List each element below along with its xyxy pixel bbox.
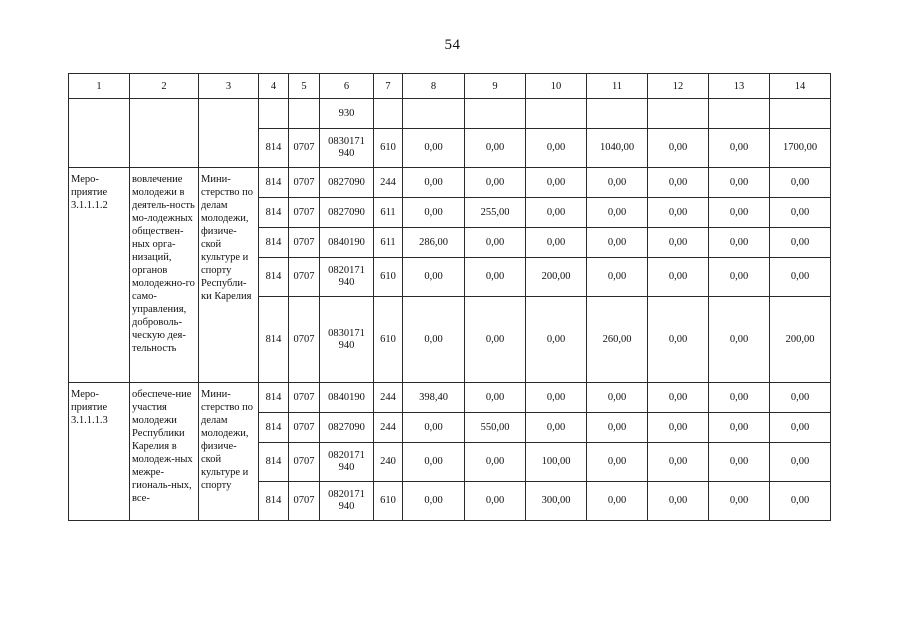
table-cell: 0820171 940 bbox=[320, 258, 374, 297]
table-cell: 0840190 bbox=[320, 383, 374, 413]
table-cell: 0,00 bbox=[648, 228, 709, 258]
table-cell bbox=[259, 99, 289, 129]
table-cell: 240 bbox=[374, 443, 403, 482]
table-cell: 0,00 bbox=[403, 482, 465, 521]
executor-label: Мини-стерство по делам молодежи, физиче-ской культуре и спорту Республи-ки Карелия bbox=[199, 168, 259, 383]
table-cell bbox=[709, 99, 770, 129]
table-cell: 0827090 bbox=[320, 413, 374, 443]
table-cell bbox=[465, 99, 526, 129]
table-cell: 0707 bbox=[289, 413, 320, 443]
table-cell: 0,00 bbox=[648, 297, 709, 383]
table-cell: 0820171 940 bbox=[320, 443, 374, 482]
table-cell: 0,00 bbox=[648, 258, 709, 297]
table-cell: 0,00 bbox=[403, 198, 465, 228]
table-cell bbox=[199, 99, 259, 168]
table-cell bbox=[526, 99, 587, 129]
table-cell: 0,00 bbox=[709, 482, 770, 521]
table-cell: 814 bbox=[259, 383, 289, 413]
table-cell: 0,00 bbox=[709, 228, 770, 258]
column-header: 13 bbox=[709, 74, 770, 99]
column-header: 3 bbox=[199, 74, 259, 99]
table-cell: 200,00 bbox=[770, 297, 831, 383]
table-cell: 0,00 bbox=[587, 198, 648, 228]
table-cell: 0,00 bbox=[587, 443, 648, 482]
table-cell: 0,00 bbox=[770, 198, 831, 228]
table-cell bbox=[69, 99, 130, 168]
table-cell: 0,00 bbox=[465, 168, 526, 198]
table-cell: 610 bbox=[374, 258, 403, 297]
table-cell: 0,00 bbox=[465, 129, 526, 168]
table-cell: 0,00 bbox=[526, 297, 587, 383]
table-cell: 0827090 bbox=[320, 198, 374, 228]
table-cell: 0,00 bbox=[526, 168, 587, 198]
table-cell: 0,00 bbox=[465, 482, 526, 521]
table-cell: 0,00 bbox=[770, 168, 831, 198]
table-cell: 0,00 bbox=[526, 228, 587, 258]
table-cell: 0,00 bbox=[465, 228, 526, 258]
event-description: вовлечение молодежи в деятель-ность мо-лодежных обществен-ных орга-низаций, органов молодежно-го само-управления, доброволь-ческую дея-тельность bbox=[130, 168, 199, 383]
table-row bbox=[69, 168, 831, 198]
event-label: Меро-приятие 3.1.1.1.3 bbox=[69, 383, 130, 521]
column-header: 4 bbox=[259, 74, 289, 99]
table-cell: 0,00 bbox=[709, 198, 770, 228]
table-cell: 0840190 bbox=[320, 228, 374, 258]
table-cell: 0,00 bbox=[526, 413, 587, 443]
column-header: 9 bbox=[465, 74, 526, 99]
table-cell: 610 bbox=[374, 129, 403, 168]
table-cell: 0,00 bbox=[770, 443, 831, 482]
table-cell: 0,00 bbox=[648, 168, 709, 198]
table-cell: 0,00 bbox=[403, 168, 465, 198]
table-cell: 814 bbox=[259, 258, 289, 297]
column-header: 12 bbox=[648, 74, 709, 99]
table-cell: 0,00 bbox=[587, 482, 648, 521]
table-cell: 0,00 bbox=[587, 228, 648, 258]
table-cell: 0707 bbox=[289, 443, 320, 482]
table-cell: 0,00 bbox=[587, 258, 648, 297]
table-cell: 0707 bbox=[289, 297, 320, 383]
table-cell: 0,00 bbox=[709, 413, 770, 443]
table-cell: 0707 bbox=[289, 258, 320, 297]
table-row bbox=[69, 383, 831, 413]
table-cell: 0827090 bbox=[320, 168, 374, 198]
table-row bbox=[69, 99, 831, 129]
table-cell bbox=[648, 99, 709, 129]
table-cell: 0,00 bbox=[526, 129, 587, 168]
table-cell: 814 bbox=[259, 198, 289, 228]
table-cell bbox=[770, 99, 831, 129]
table-body bbox=[69, 99, 831, 521]
table-cell: 0,00 bbox=[587, 383, 648, 413]
table-cell: 0707 bbox=[289, 198, 320, 228]
table-cell: 0,00 bbox=[648, 413, 709, 443]
header-row bbox=[69, 74, 831, 99]
table-cell: 0707 bbox=[289, 129, 320, 168]
column-header: 2 bbox=[130, 74, 199, 99]
table-cell: 814 bbox=[259, 129, 289, 168]
table-cell: 550,00 bbox=[465, 413, 526, 443]
table-cell: 0,00 bbox=[770, 413, 831, 443]
table-cell: 255,00 bbox=[465, 198, 526, 228]
table-cell: 0,00 bbox=[648, 443, 709, 482]
column-header: 8 bbox=[403, 74, 465, 99]
table-cell: 0,00 bbox=[709, 383, 770, 413]
table-cell: 0,00 bbox=[648, 482, 709, 521]
table-cell: 0,00 bbox=[709, 129, 770, 168]
table-cell: 0707 bbox=[289, 228, 320, 258]
table-cell: 814 bbox=[259, 413, 289, 443]
table-cell: 0,00 bbox=[587, 168, 648, 198]
column-header: 1 bbox=[69, 74, 130, 99]
table-cell: 0,00 bbox=[770, 383, 831, 413]
table-cell: 930 bbox=[320, 99, 374, 129]
table-cell: 814 bbox=[259, 228, 289, 258]
table-cell: 0,00 bbox=[709, 168, 770, 198]
table-cell: 814 bbox=[259, 443, 289, 482]
table-cell: 0830171 940 bbox=[320, 297, 374, 383]
table-cell: 0,00 bbox=[709, 297, 770, 383]
executor-label: Мини-стерство по делам молодежи, физиче-ской культуре и спорту bbox=[199, 383, 259, 521]
table-cell: 0820171 940 bbox=[320, 482, 374, 521]
table-cell: 0,00 bbox=[770, 258, 831, 297]
table-cell: 0830171 940 bbox=[320, 129, 374, 168]
table-cell: 200,00 bbox=[526, 258, 587, 297]
column-header: 5 bbox=[289, 74, 320, 99]
table-cell: 0,00 bbox=[403, 129, 465, 168]
table-cell: 0707 bbox=[289, 482, 320, 521]
table-cell: 0,00 bbox=[648, 383, 709, 413]
table-cell: 0,00 bbox=[465, 258, 526, 297]
table-cell: 610 bbox=[374, 482, 403, 521]
table-cell: 611 bbox=[374, 228, 403, 258]
table-cell: 0,00 bbox=[709, 443, 770, 482]
event-label: Меро-приятие 3.1.1.1.2 bbox=[69, 168, 130, 383]
table-cell bbox=[587, 99, 648, 129]
table-cell: 814 bbox=[259, 482, 289, 521]
table-cell: 0,00 bbox=[465, 383, 526, 413]
table-cell: 100,00 bbox=[526, 443, 587, 482]
table-cell: 610 bbox=[374, 297, 403, 383]
table-cell: 244 bbox=[374, 413, 403, 443]
table-cell: 244 bbox=[374, 168, 403, 198]
table-cell: 0,00 bbox=[648, 129, 709, 168]
page-number: 54 bbox=[444, 37, 461, 53]
table-cell: 0,00 bbox=[770, 228, 831, 258]
column-header: 7 bbox=[374, 74, 403, 99]
table-cell: 260,00 bbox=[587, 297, 648, 383]
column-header: 6 bbox=[320, 74, 374, 99]
table-cell: 0707 bbox=[289, 383, 320, 413]
table-cell: 0,00 bbox=[403, 258, 465, 297]
table-cell: 0,00 bbox=[526, 383, 587, 413]
table-cell: 1040,00 bbox=[587, 129, 648, 168]
table-cell: 398,40 bbox=[403, 383, 465, 413]
table-cell bbox=[289, 99, 320, 129]
table-cell: 0,00 bbox=[709, 258, 770, 297]
table-cell: 286,00 bbox=[403, 228, 465, 258]
table-cell bbox=[403, 99, 465, 129]
table-cell: 1700,00 bbox=[770, 129, 831, 168]
table-cell: 0,00 bbox=[648, 198, 709, 228]
table-cell: 0,00 bbox=[403, 413, 465, 443]
table-cell: 0,00 bbox=[465, 297, 526, 383]
table-cell: 0,00 bbox=[526, 198, 587, 228]
column-header: 14 bbox=[770, 74, 831, 99]
table-cell: 0,00 bbox=[770, 482, 831, 521]
table-cell: 814 bbox=[259, 168, 289, 198]
table-cell: 814 bbox=[259, 297, 289, 383]
table-cell: 0,00 bbox=[587, 413, 648, 443]
table-cell bbox=[374, 99, 403, 129]
event-description: обеспече-ние участия молодежи Республики Карелия в молодеж-ных межре-гиональ-ных, все- bbox=[130, 383, 199, 521]
table-cell bbox=[130, 99, 199, 168]
table-cell: 0,00 bbox=[465, 443, 526, 482]
table-cell: 244 bbox=[374, 383, 403, 413]
table-cell: 300,00 bbox=[526, 482, 587, 521]
table-cell: 0,00 bbox=[403, 297, 465, 383]
column-header: 10 bbox=[526, 74, 587, 99]
budget-table bbox=[68, 73, 831, 521]
table-cell: 0707 bbox=[289, 168, 320, 198]
table-cell: 611 bbox=[374, 198, 403, 228]
column-header: 11 bbox=[587, 74, 648, 99]
table-cell: 0,00 bbox=[403, 443, 465, 482]
